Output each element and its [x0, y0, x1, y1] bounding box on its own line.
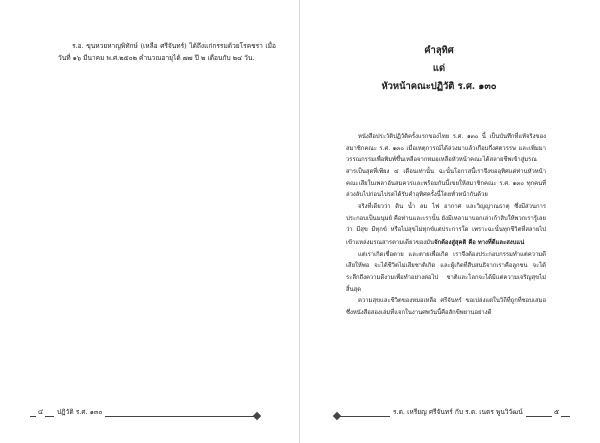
- dedication-body: [346, 132, 546, 320]
- left-paragraph: ร.อ. ขุนหวยหาญพิทักษ์ (เหลือ ศรีจันทร์) ได้ถึงแก่กรรมด้วยโรคชรา เมื่อวันที่ ๑๖ มีนาคม พ.ศ.๒๕๐๒ คำนวณอายุได้ ๗๗ ปี ๒ เดือนกับ ๒๔ วัน.: [58, 42, 276, 63]
- title-line-3: หัวหน้าคณะปฏิวัติ ร.ศ. ๑๓๐: [381, 81, 497, 92]
- dedication-title: [330, 42, 548, 96]
- title-line-2: แด่: [432, 63, 446, 74]
- left-page-text: [58, 40, 276, 65]
- right-footer: [330, 407, 570, 421]
- body-paragraph-2-bold: จักต้องสู่สุคติ คือ ทางที่ดีและสงบแน่: [434, 238, 525, 246]
- body-paragraph-2-text: จริงที่เดียวว่า ดิน น้ำ ลม ไฟ อากาศ และวิญญาณธาตุ ซึ่งมีส่วนการประกอบเป็นมนุษย์ คือท่านและเรานั้น ยังมีเหลามาบอกเล่าเก้าสิบให้พวกเรารู้เลยว่า มีสุข มีทุกข์ หรือไม่สุขไม่ทุกข์แต่ประการใด เพราะฉะนั้นทุกชีวิตที่สลายไปเข้าแหล่งมรณสารตามเดียวของมัน: [346, 203, 546, 246]
- left-footer: [30, 407, 260, 421]
- ornament-diamond: [333, 412, 341, 420]
- right-page-number: ๕: [554, 408, 560, 416]
- body-paragraph-2: [346, 202, 546, 250]
- left-running-title: ปฏิวัติ ร.ศ. ๑๓๐: [54, 407, 105, 417]
- body-paragraph-3: แต่เราเกิดเชื่อตาย และตายเพื่อเกิด เราจึงต้องประกอบกรรมทำแต่ความดีเสียให้พอ จะได้ชีวิตไม่เสียชาติเกิด และผู้เกิดที่สืบสนธิจากเราคือลูกชน จะได้ระลึกถึงความดีงามเพื่อทำอย่างต่อไป ชาติและโลกจะได้มีแต่ความเจริญสุขไม่สิ้นสุด: [346, 251, 546, 293]
- body-paragraph-1: หนังสือประวัติปฏิวัติครั้งแรกของไทย ร.ศ. ๑๓๐ นี้ เป็นบันทึกที่แท้จริงของสมาชิกคณะ ร.ศ. ๑๓๐ เมื่อเหตุการณ์ได้ล่วงมาแล้วเกือบกึ่งศตวรรษ และเพิ่มมาวรรณกรรมเพื่อพิมพ์ขึ้นเหลือจากหมอเหลือหัวหน้าคณะได้สลายชีพเข้าสู่มรณสารเป็นสุดที่เพียง ๔ เดือนเท่านั้น ฉะนั้นโอกาสนี้เราจึงขออุทิศแด่ท่านหัวหน้าคณะเสียในเพลาอันสมควรและพร้อมกันนี้เขยให้สมาชิกคณะ ร.ศ. ๑๓๐ ทุกคนที่ล่วงลับไปก่อนไปรดได้รับคำอุทิศครั้งนี้โดยทั่วหน้ากันด้วย: [346, 134, 546, 199]
- body-paragraph-4: ความสุขและชีวิตของหมอเหลือ ศรีจันทร์ ขอเปล่งแต่ในวิถีที่ถูกที่ชอบเสมอ ซึ่งหนังสือสองเล่มที่แจกในงานศพวันนี้คือสักขีพยานอย่างดี: [346, 298, 546, 316]
- right-running-title: ร.ต. เหรียญ ศรีจันทร์ กับ ร.ต. เนตร พูนวิวัฒน์: [390, 407, 526, 417]
- ornament-diamond: [253, 412, 261, 420]
- left-page-number: ๔: [38, 408, 44, 416]
- title-line-1: คำลุทิศ: [424, 45, 454, 56]
